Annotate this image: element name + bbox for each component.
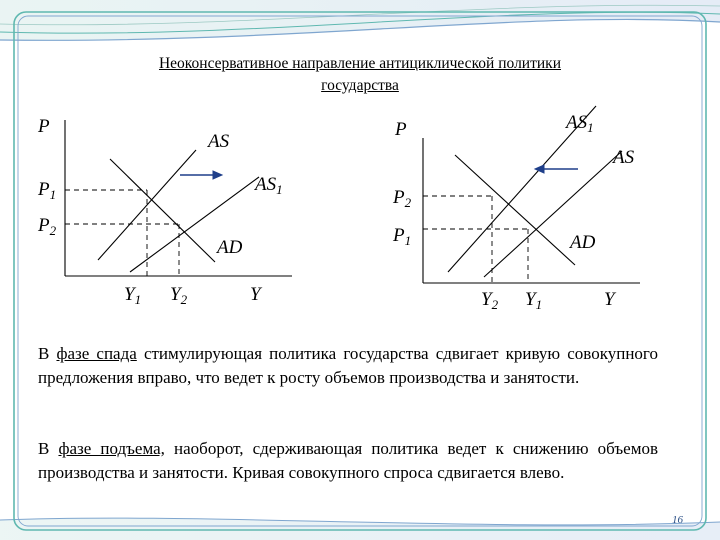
- left-p2-label: $P_2$: [38, 215, 57, 238]
- left-y-axis-label: P: [38, 116, 50, 137]
- left-as-label: AS: [208, 131, 230, 152]
- left-p1-label: $P_1$: [38, 179, 57, 202]
- paragraph-recession: В фазе спада стимулирующая политика государства сдвигает кривую совокупного предложения вправо, что ведет к росту объемов производства и занятости.: [38, 344, 658, 387]
- right-shift-arrow: [535, 165, 578, 173]
- page-number: 16: [672, 514, 683, 526]
- right-p2-label: $P_2$: [393, 187, 412, 210]
- recession-phase-term: фазе спада: [56, 344, 137, 363]
- right-as-label: AS: [613, 147, 635, 168]
- expansion-phase-term: фазе подъема,: [58, 439, 165, 458]
- right-as1-label: $AS_1$: [566, 112, 594, 135]
- right-y1-label: $Y_1$: [525, 289, 543, 312]
- right-x-axis-label: Y: [604, 289, 615, 310]
- left-as1-label: $AS_1$: [255, 174, 283, 197]
- paragraph-expansion: В фазе подъема, наоборот, сдерживающая политика ведет к снижению объемов производства и занятости. Кривая совокупного спроса сдвигается влево.: [38, 439, 658, 482]
- title-line-2: государства: [321, 77, 399, 94]
- left-y1-label: $Y_1$: [124, 284, 142, 307]
- right-y-axis-label: P: [395, 119, 407, 140]
- left-y2-label: $Y_2$: [170, 284, 188, 307]
- right-ad-label: AD: [570, 232, 596, 253]
- left-ad-label: AD: [217, 237, 243, 258]
- right-y2-label: $Y_2$: [481, 289, 499, 312]
- right-as-curve: [484, 151, 622, 277]
- title-line-1: Неоконсервативное направление антициклической политики: [158, 55, 561, 72]
- right-p1-label: $P_1$: [393, 225, 412, 248]
- left-x-axis-label: Y: [250, 284, 261, 305]
